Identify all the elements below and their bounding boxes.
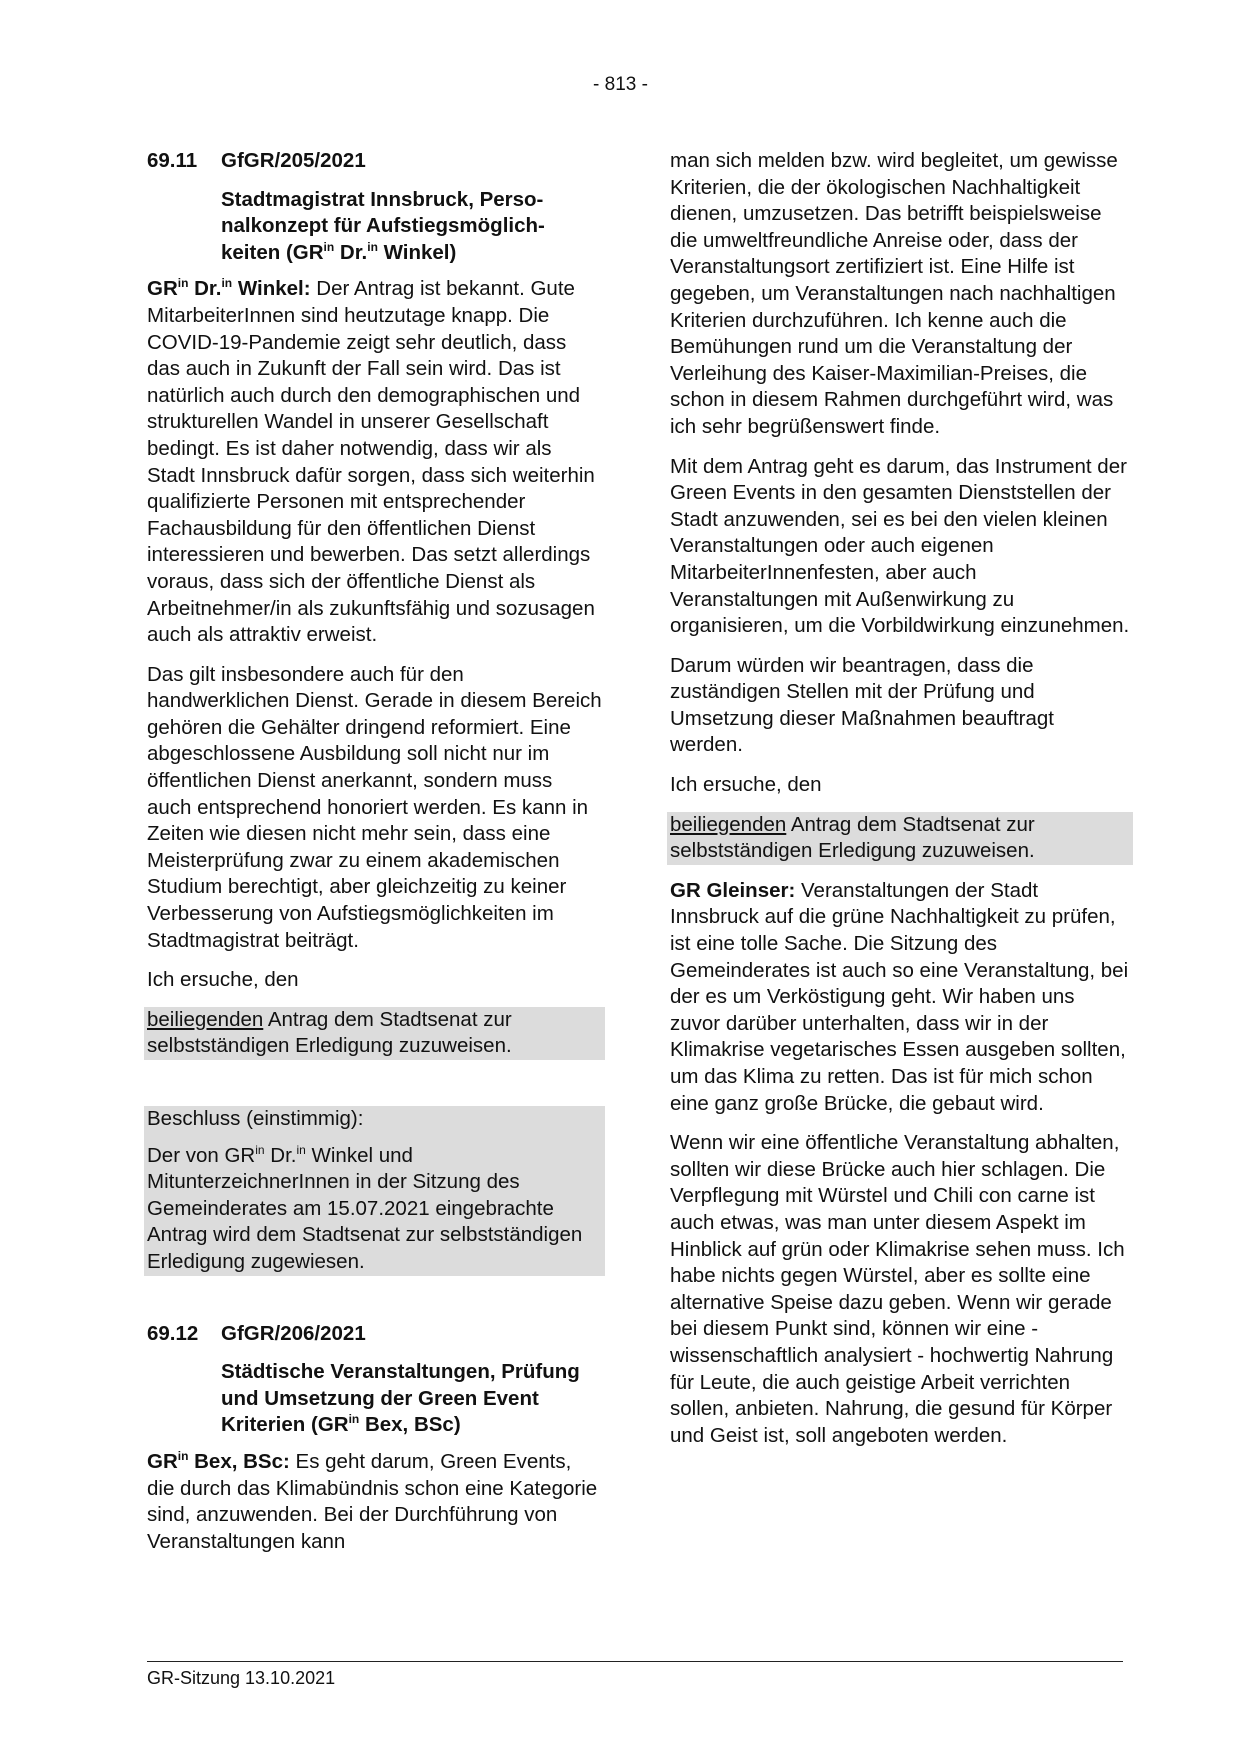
speaker-name: GR Gleinser:	[670, 878, 796, 902]
footer-text: GR-Sitzung 13.10.2021	[147, 1668, 336, 1688]
speech-paragraph: Das gilt insbesondere auch für den handwerklichen Dienst. Gerade in diesem Bereich gehören die Gehälter dringend reformiert. Eine abgeschlossene Ausbildung soll nicht nur im öffentlichen Dienst anerkannt, sondern muss auch entsprechend honoriert werden. Es kann in Zeiten wie diesen nicht mehr sein, dass eine Meisterprüfung zwar zu einem akademischen Studium berechtigt, aber gleichzeitig zu keiner Verbesserung von Aufstiegsmöglichkeiten im Stadtmagistrat beiträgt.	[147, 662, 602, 952]
resolution-text: Der von $GR^{in}$ Dr.$^{in}$ Winkel und MitunterzeichnerInnen in der Sitzung des Gemeinderates am 15.07.2021 eingebrachte Antrag wird dem Stadtsenat zur selbstständigen Erledigung zugewiesen.	[144, 1143, 605, 1276]
agenda-item-title: Stadtmagistrat Innsbruck, Perso-nalkonzept für Aufstiegsmöglich-keiten ($GR^{in}$ Dr.$^{in}$ Winkel)	[221, 187, 545, 264]
speaker-name: $GR^{in}$ Dr.$^{in}$ Winkel:	[147, 276, 311, 301]
page-number: - 813 -	[593, 74, 648, 95]
speech-paragraph: Wenn wir eine öffentliche Veranstaltung abhalten, sollten wir diese Brücke auch hier schlagen. Die Verpflegung mit Würstel und Chili con carne ist auch etwas, was man unter diesem Aspekt im Hinblick auf grün oder Klimakrise sehen muss. Ich habe nichts gegen Würstel, aber es sollte eine alternative Speise dazu geben. Wenn wir gerade bei diesem Punkt sind, können wir eine - wissenschaftlich analysiert - hochwertig Nahrung für Leute, die auch geistige Arbeit verrichten sollen, anbieten. Nahrung, die gesund für Körper und Geist ist, soll angeboten werden.	[670, 1131, 1125, 1447]
agenda-item-title: Städtische Veranstaltungen, Prüfung und Umsetzung der Green Event Kriterien ($GR^{in}$ Bex, BSc)	[221, 1360, 580, 1437]
agenda-item-header	[147, 1321, 602, 1348]
speaker-name: $GR^{in}$ Bex, BSc:	[147, 1448, 290, 1473]
request-text: beiliegenden Antrag dem Stadtsenat zur selbstständigen Erledigung zuzuweisen.	[667, 812, 1133, 865]
speech-paragraph: Darum würden wir beantragen, dass die zuständigen Stellen mit der Prüfung und Umsetzung dieser Maßnahmen beauftragt werden.	[670, 653, 1055, 757]
right-column	[670, 148, 1130, 1462]
request-text: beiliegenden Antrag dem Stadtsenat zur selbstständigen Erledigung zuzuweisen.	[144, 1007, 605, 1060]
speech-paragraph: Mit dem Antrag geht es darum, das Instrument der Green Events in den gesamten Dienststellen der Stadt anzuwenden, sei es bei den vielen kleinen Veranstaltungen oder auch eigenen MitarbeiterInnenfesten, aber auch Veranstaltungen mit Außenwirkung zu organisieren, um die Vorbildwirkung einzunehmen.	[670, 454, 1130, 638]
agenda-item-code: GfGR/206/2021	[221, 1321, 366, 1345]
speech-paragraph: GR Gleinser: Veranstaltungen der Stadt Innsbruck auf die grüne Nachhaltigkeit zu prüfen, ist eine tolle Sache. Die Sitzung des Gemeinderates ist auch so eine Veranstaltung, bei der es um Verköstigung geht. Wir haben uns zuvor darüber unterhalten, dass wir in der Klimakrise vegetarisches Essen ausgeben sollten, um das Klima zu retten. Das ist für mich schon eine ganz große Brücke, die gebaut wird.	[670, 878, 1129, 1115]
resolution-heading: Beschluss (einstimmig):	[144, 1106, 605, 1143]
agenda-item-number: 69.11	[147, 149, 198, 172]
footer-divider	[147, 1661, 1123, 1662]
speech-paragraph: $GR^{in}$ Bex, BSc: Es geht darum, Green Events, die durch das Klimabündnis schon eine Kategorie sind, anzuwenden. Bei der Durchführung von Veranstaltungen kann	[147, 1448, 598, 1553]
agenda-item-number: 69.12	[147, 1321, 199, 1345]
agenda-item-header	[147, 148, 602, 175]
request-intro: Ich ersuche, den	[670, 773, 822, 797]
agenda-item-code: GfGR/205/2021	[221, 149, 366, 172]
request-intro: Ich ersuche, den	[147, 968, 299, 992]
speech-paragraph: man sich melden bzw. wird begleitet, um gewisse Kriterien, die der ökologischen Nachhaltigkeit dienen, umzusetzen. Das betrifft beispielsweise die umweltfreundliche Anreise oder, dass der Veranstaltungsort zertifiziert ist. Eine Hilfe ist gegeben, um Veranstaltungen nach nachhaltigen Kriterien durchzuführen. Ich kenne auch die Bemühungen rund um die Veranstaltung der Verleihung des Kaiser-Maximilian-Preises, die schon in diesem Rahmen durchgeführt wird, was ich sehr begrüßenswert finde.	[670, 149, 1118, 438]
speech-paragraph: $GR^{in}$ Dr.$^{in}$ Winkel: Der Antrag ist bekannt. Gute MitarbeiterInnen sind heutzutage knapp. Die COVID-19-Pandemie zeigt sehr deutlich, dass das auch in Zukunft der Fall sein wird. Das ist natürlich auch durch den demographischen und strukturellen Wandel in unserer Gesellschaft bedingt. Es ist daher notwendig, dass wir als Stadt Innsbruck dafür sorgen, dass sich weiterhin qualifizierte Personen mit entsprechender Fachausbildung für den öffentlichen Dienst interessieren und bewerben. Das setzt allerdings voraus, dass sich der öffentliche Dienst als Arbeitnehmer/in als zukunftsfähig und sozusagen auch als attraktiv erweist.	[147, 276, 595, 647]
left-column	[147, 148, 602, 1568]
